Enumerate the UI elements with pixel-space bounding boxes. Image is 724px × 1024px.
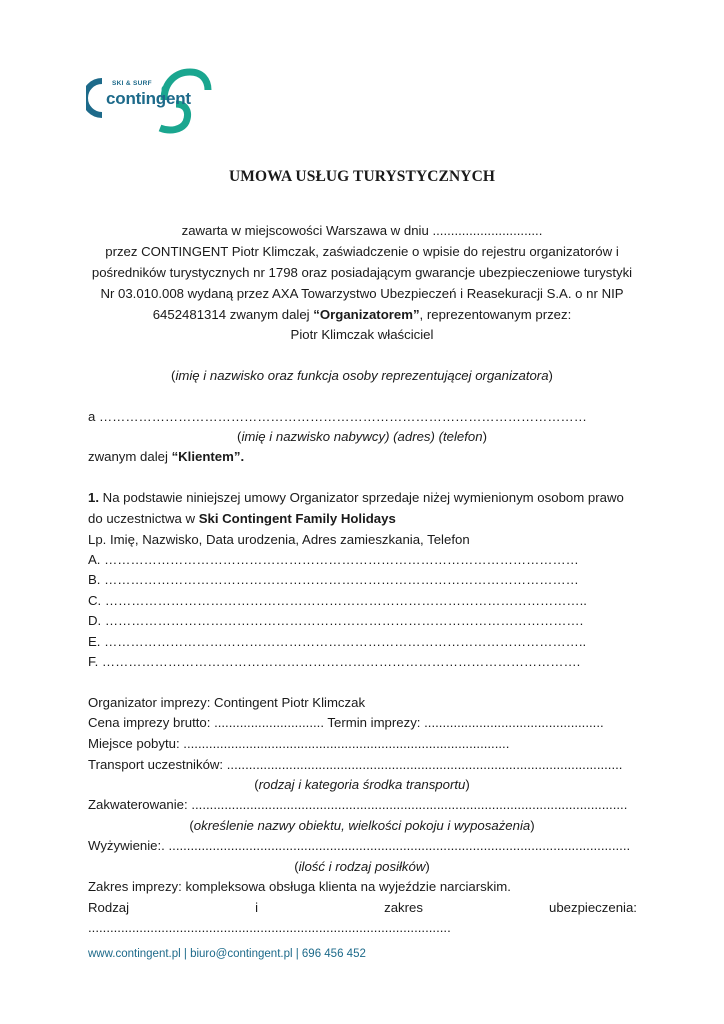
participant-row: D. ………………………………………………………………………………………………. xyxy=(88,613,584,628)
insurance-word: i xyxy=(255,900,259,915)
intro-line-5-pre: 6452481314 zwanym dalej xyxy=(152,307,314,322)
section-1-number: 1. xyxy=(88,490,99,505)
organizer-term: “Organizatorem” xyxy=(313,307,420,322)
intro-line-5 xyxy=(60,305,664,325)
scope-line: Zakres imprezy: kompleksowa obsługa klienta na wyjeździe narciarskim. xyxy=(88,879,511,894)
insurance-word: zakres xyxy=(384,900,423,915)
logo-wordmark: contingent xyxy=(106,89,191,108)
product-name: Ski Contingent Family Holidays xyxy=(198,511,396,526)
price-term-line: Cena imprezy brutto: .............................. Termin imprezy: ................................................. xyxy=(88,715,604,730)
accommodation-note-text: określenie nazwy obiektu, wielkości pokoju i wyposażenia xyxy=(193,818,531,833)
paren-open: ( xyxy=(254,777,259,792)
participant-row: E. ……………………………………………………………………………………………….. xyxy=(88,634,587,649)
intro-representative: Piotr Klimczak właściciel xyxy=(290,327,434,342)
insurance-word: Rodzaj xyxy=(88,900,130,915)
accommodation-note xyxy=(60,816,664,836)
meals-note xyxy=(60,857,664,877)
transport-line: Transport uczestników: ............................................................................................................ xyxy=(88,757,623,772)
client-called-pre: zwanym dalej xyxy=(88,449,172,464)
section-1-line-1 xyxy=(88,488,624,508)
insurance-word: ubezpieczenia: xyxy=(548,900,637,915)
paren-close: ) xyxy=(548,368,553,383)
client-line: a ………………………………………………………………………………………………… xyxy=(88,409,587,424)
accommodation-line: Zakwaterowanie: ....................................................................................................................... xyxy=(88,797,628,812)
organizer-line: Organizator imprezy: Contingent Piotr Klimczak xyxy=(88,695,366,710)
intro-line-1: zawarta w miejscowości Warszawa w dniu .............................. xyxy=(181,223,543,238)
organizer-note xyxy=(60,366,664,386)
paren-open: ( xyxy=(294,859,299,874)
section-1-text-2-pre: do uczestnictwa w xyxy=(88,511,199,526)
participant-row: A. ……………………………………………………………………………………………… xyxy=(88,552,579,567)
document-title: UMOWA USŁUG TURYSTYCZNYCH xyxy=(228,168,496,185)
footer-contact: www.contingent.pl | biuro@contingent.pl | 696 456 452 xyxy=(88,948,366,960)
participants-header: Lp. Imię, Nazwisko, Data urodzenia, Adres zamieszkania, Telefon xyxy=(88,532,470,547)
participant-row: C. ……………………………………………………………………………………………….. xyxy=(88,593,587,608)
client-term: “Klientem”. xyxy=(171,449,245,464)
section-1-line-2 xyxy=(88,509,396,529)
insurance-line xyxy=(88,898,637,918)
meals-line: Wyżywienie:. .............................................................................................................................. xyxy=(88,838,631,853)
client-note xyxy=(60,427,664,447)
paren-close: ) xyxy=(465,777,470,792)
client-note-text: imię i nazwisko nabywcy) (adres) (telefon xyxy=(241,429,483,444)
paren-close: ) xyxy=(530,818,535,833)
transport-note-text: rodzaj i kategoria środka transportu xyxy=(258,777,466,792)
client-called xyxy=(88,447,244,467)
contingent-logo xyxy=(86,68,216,134)
paren-open: ( xyxy=(171,368,176,383)
section-1-text-1: Na podstawie niniejszej umowy Organizator sprzedaje niżej wymienionym osobom prawo xyxy=(99,490,624,505)
logo-tagline: SKI & SURF xyxy=(112,80,152,87)
intro-line-2: przez CONTINGENT Piotr Klimczak, zaświadczenie o wpisie do rejestru organizatorów i xyxy=(105,244,619,259)
meals-note-text: ilość i rodzaj posiłków xyxy=(298,859,426,874)
insurance-dots: ................................................................................................... xyxy=(88,920,451,935)
organizer-note-text: imię i nazwisko oraz funkcja osoby reprezentującej organizatora xyxy=(175,368,549,383)
transport-note xyxy=(60,775,664,795)
intro-line-3: pośredników turystycznych nr 1798 oraz posiadającym gwarancje ubezpieczeniowe turystyki xyxy=(91,265,633,280)
participant-row: B. ……………………………………………………………………………………………… xyxy=(88,572,579,587)
paren-open: ( xyxy=(237,429,242,444)
intro-line-4: Nr 03.010.008 wydaną przez AXA Towarzystwo Ubezpieczeń i Reasekuracji S.A. o nr NIP xyxy=(100,286,624,301)
paren-open: ( xyxy=(189,818,194,833)
paren-close: ) xyxy=(425,859,430,874)
paren-close: ) xyxy=(482,429,487,444)
participant-row: F. ………………………………………………………………………………………………. xyxy=(88,654,581,669)
place-line: Miejsce pobytu: ......................................................................................... xyxy=(88,736,510,751)
intro-line-5-post: , reprezentowanym przez: xyxy=(419,307,572,322)
